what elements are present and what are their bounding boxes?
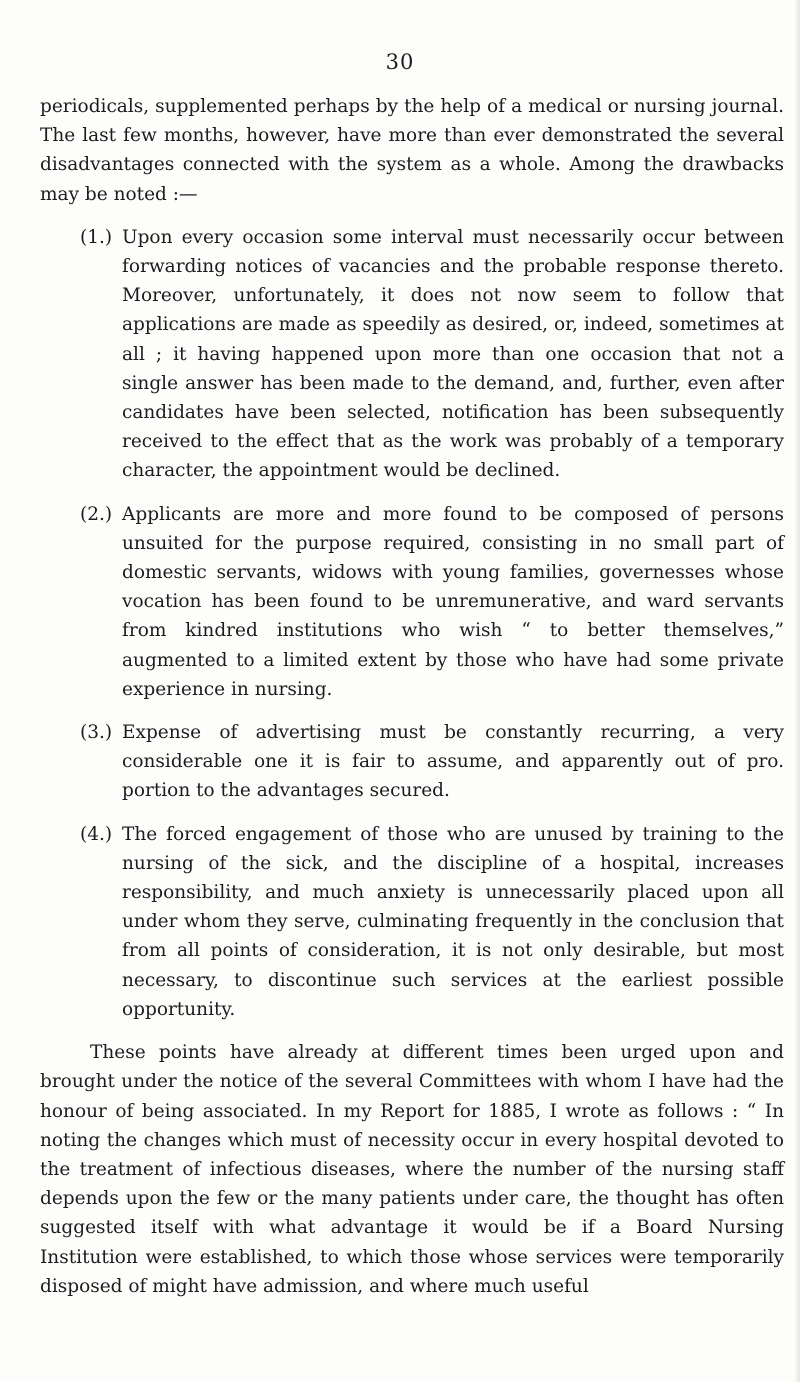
page-number: 30 <box>385 50 415 74</box>
item-text: Applicants are more and more found to be composed of persons unsuited for the purpose required, consisting in no small part of domestic servants, widows with young families, governesses whose vocation has been found to be unremunerative, and ward servants from kindred institutions who wish “ to better themselves,” augmented to a limited extent by those who have had some private experience in nursing. <box>122 503 784 700</box>
item-text: Upon every occasion some interval must necessarily occur between forwarding notices of vacancies and the probable response thereto. Moreover, unfortunately, it does not now seem to follow that applications are made as speedily as desired, or, indeed, sometimes at all ; it having happened upon more than one occasion that not a single answer has been made to the demand, and, further, even after candidates have been selected, notification has been subsequently received to the effect that as the work was probably of a temporary character, the appointment would be declined. <box>122 226 784 482</box>
item-number: (1.) <box>80 226 113 248</box>
list-item-1 <box>40 223 784 486</box>
page-edge-shadow <box>794 0 800 1382</box>
item-text: Expense of advertising must be constantly recurring, a very considerable one it is fair to assume, and apparently out of pro. portion to the advantages secured. <box>122 722 784 802</box>
closing-paragraph: These points have already at different times been urged upon and brought under the notice of the several Committees with whom I have had the honour of being associated. In my Report for 1885, I wrote as follows : “ In noting the changes which must of necessity occur in every hospital devoted to the treatment of infectious diseases, where the number of the nursing staff depends upon the few or the many patients under care, the thought has often suggested itself with what advantage it would be if a Board Nursing Institution were established, to which those whose services were temporarily disposed of might have admission, and where much useful <box>40 1042 784 1297</box>
body-text <box>40 92 784 1315</box>
item-text: The forced engagement of those who are unused by training to the nursing of the sick, and the discipline of a hospital, increases responsibility, and much anxiety is unnecessarily placed upon all under whom they serve, culminating frequently in the conclusion that from all points of consideration, it is not only desirable, but most necessary, to discontinue such services at the earliest possible opportunity. <box>122 823 784 1020</box>
list-item-3 <box>40 718 784 806</box>
item-number: (2.) <box>80 503 113 525</box>
list-item-4 <box>40 820 784 1024</box>
list-item-2 <box>40 500 784 704</box>
item-number: (4.) <box>80 823 113 845</box>
item-number: (3.) <box>80 722 113 744</box>
intro-paragraph: periodicals, supplemented perhaps by the help of a medical or nursing journal. The last few months, however, have more than ever demonstrated the several disadvantages connected with the system as a whole. Among the drawbacks may be noted :— <box>40 96 784 205</box>
